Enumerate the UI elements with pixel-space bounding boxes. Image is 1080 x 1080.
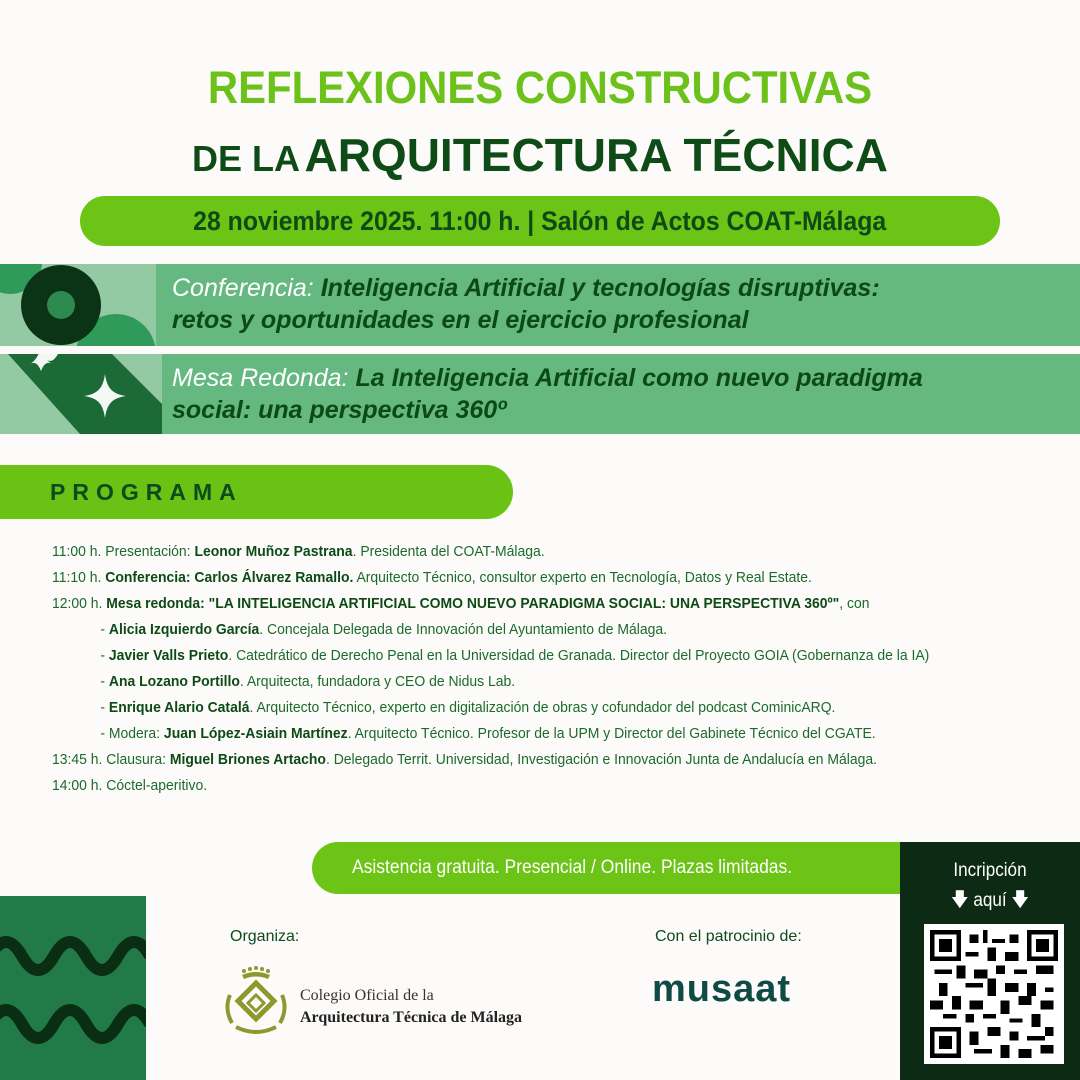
round-table-title-line2: social: una perspectiva 360º	[172, 396, 507, 424]
round-table-title-line1: La Inteligencia Artificial como nuevo paradigma	[355, 364, 923, 392]
programme-item: 13:45 h. Clausura: Miguel Briones Artacho. Delegado Territ. Universidad, Investigación e Innovación Junta de Andalucía en Málaga.	[52, 751, 878, 768]
programme-item: 11:00 h. Presentación: Leonor Muñoz Pastrana. Presidenta del COAT-Málaga.	[52, 543, 545, 560]
conference-title-line1: Inteligencia Artificial y tecnologías disruptivas:	[320, 274, 880, 302]
programme-item: 11:10 h. Conferencia: Carlos Álvarez Ramallo. Arquitecto Técnico, consultor experto en Tecnología, Datos y Real Estate.	[52, 569, 812, 586]
round-table-banner	[0, 354, 1080, 434]
conference-banner	[0, 264, 1080, 346]
registration-title: Incripción	[953, 860, 1027, 881]
title-main: ARQUITECTURA TÉCNICA	[304, 129, 888, 181]
registration-box[interactable]	[900, 842, 1080, 1080]
circle-decoration-icon	[0, 264, 156, 346]
programme-item: 14:00 h. Cóctel-aperitivo.	[52, 777, 208, 794]
round-table-label: Mesa Redonda:	[172, 364, 349, 392]
programme-item: - Modera: Juan López-Asiain Martínez. Arquitecto Técnico. Profesor de la UPM y Director del Gabinete Técnico del CGATE.	[100, 725, 876, 742]
arrow-down-icon: 🡇	[951, 890, 969, 911]
musaat-logo: musaat	[652, 968, 792, 1010]
qr-code[interactable]	[924, 924, 1064, 1064]
event-title-line1: REFLEXIONES CONSTRUCTIVAS	[207, 62, 873, 113]
wave-decoration-icon	[0, 896, 146, 1080]
arrow-down-icon: 🡇	[1011, 890, 1029, 911]
registration-subtitle: aquí	[973, 890, 1007, 911]
event-title-line2	[0, 128, 1080, 182]
date-venue-pill	[80, 196, 1000, 246]
conference-title-line2: retos y oportunidades en el ejercicio profesional	[172, 306, 749, 334]
date-venue-text: 28 noviembre 2025. 11:00 h. | Salón de Actos COAT-Málaga	[193, 205, 887, 236]
programme-list	[52, 539, 1072, 799]
programme-item: - Ana Lozano Portillo. Arquitecta, fundadora y CEO de Nidus Lab.	[100, 673, 516, 690]
conference-text	[172, 272, 1060, 336]
programme-item: - Enrique Alario Catalá. Arquitecto Técnico, experto en digitalización de obras y cofundador del podcast CominicARQ.	[100, 699, 836, 716]
organizer-label: Organiza:	[230, 928, 300, 945]
programa-heading: PROGRAMA	[50, 478, 243, 505]
round-table-text	[172, 362, 1060, 426]
programme-item: - Javier Valls Prieto. Catedrático de Derecho Penal en la Universidad de Granada. Director del Proyecto GOIA (Gobernanza de la IA)	[100, 647, 930, 664]
programa-heading-pill	[0, 465, 513, 519]
organizer-name: Colegio Oficial de la Arquitectura Técnica de Málaga	[300, 987, 523, 1026]
conference-label: Conferencia:	[172, 274, 314, 302]
attendance-pill	[312, 842, 912, 894]
sponsor-label: Con el patrocinio de:	[655, 928, 802, 945]
coat-crest-icon	[220, 965, 290, 1045]
programme-item: - Alicia Izquierdo García. Concejala Delegada de Innovación del Ayuntamiento de Málaga.	[100, 621, 667, 638]
attendance-text: Asistencia gratuita. Presencial / Online. Plazas limitadas.	[352, 857, 793, 878]
sparkle-decoration-icon	[0, 354, 162, 434]
title-prefix: DE LA	[192, 138, 301, 179]
programme-item: 12:00 h. Mesa redonda: "LA INTELIGENCIA ARTIFICIAL COMO NUEVO PARADIGMA SOCIAL: UNA PERSPECTIVA 360º", con	[52, 595, 870, 612]
registration-subtitle-row	[909, 886, 1071, 918]
